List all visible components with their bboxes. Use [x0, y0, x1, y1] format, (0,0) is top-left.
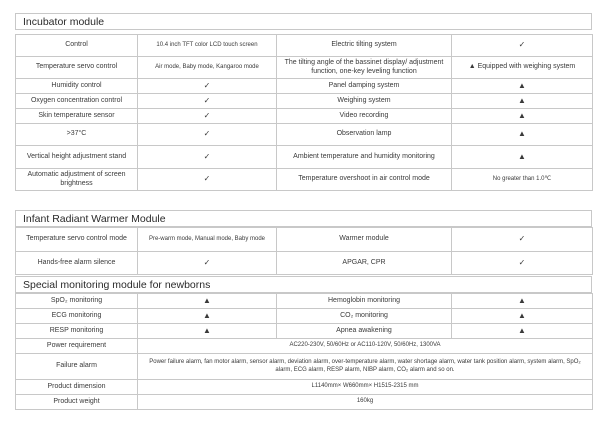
feature-name: >37°C: [16, 124, 138, 146]
table-row: [16, 252, 593, 275]
warmer-table: [15, 227, 593, 275]
table-row: [16, 57, 593, 79]
table-row: [16, 324, 593, 339]
feature-name: Weighing system: [277, 94, 452, 109]
incubator-table: [15, 34, 593, 191]
triangle-icon: ▲: [452, 309, 593, 324]
check-icon: ✓: [138, 79, 277, 94]
incubator-section-title: Incubator module: [15, 13, 592, 30]
feature-name: Ambient temperature and humidity monitoring: [277, 146, 452, 169]
triangle-icon: ▲: [138, 324, 277, 339]
feature-name: Skin temperature sensor: [16, 109, 138, 124]
table-row: [16, 35, 593, 57]
monitoring-table: [15, 293, 593, 410]
check-icon: ✓: [138, 124, 277, 146]
spec-row: [16, 380, 593, 395]
feature-name: Apnea awakening: [277, 324, 452, 339]
spec-value: Power failure alarm, fan motor alarm, sensor alarm, deviation alarm, over-temperature alarm, water shortage alarm, water tank position alarm, system alarm, SpO₂ alarm, ECG alarm, RESP alarm, NIBP alarm, CO₂ alarm and so on.: [138, 354, 593, 380]
feature-name: Humidity control: [16, 79, 138, 94]
feature-name: Vertical height adjustment stand: [16, 146, 138, 169]
spec-value: L1140mm× W660mm× H1515-2315 mm: [138, 380, 593, 395]
monitoring-section-title: Special monitoring module for newborns: [15, 276, 592, 293]
triangle-icon: ▲: [452, 294, 593, 309]
triangle-icon: ▲: [138, 294, 277, 309]
feature-value: Air mode, Baby mode, Kangaroo mode: [138, 57, 277, 79]
table-row: [16, 124, 593, 146]
table-row: [16, 169, 593, 191]
table-row: [16, 309, 593, 324]
feature-name: APGAR, CPR: [277, 252, 452, 275]
feature-name: Temperature servo control: [16, 57, 138, 79]
table-row: [16, 109, 593, 124]
feature-name: Control: [16, 35, 138, 57]
warmer-section-title: Infant Radiant Warmer Module: [15, 210, 592, 227]
spec-value: 160kg: [138, 395, 593, 410]
table-row: [16, 228, 593, 252]
spec-label: Failure alarm: [16, 354, 138, 380]
feature-value: ▲ Equipped with weighing system: [452, 57, 593, 79]
table-row: [16, 146, 593, 169]
table-row: [16, 79, 593, 94]
feature-name: Hands-free alarm silence: [16, 252, 138, 275]
feature-name: Panel damping system: [277, 79, 452, 94]
feature-name: Temperature overshoot in air control mode: [277, 169, 452, 191]
triangle-icon: ▲: [452, 109, 593, 124]
feature-name: Hemoglobin monitoring: [277, 294, 452, 309]
spec-row: [16, 339, 593, 354]
feature-name: Observation lamp: [277, 124, 452, 146]
feature-name: Temperature servo control mode: [16, 228, 138, 252]
check-icon: ✓: [452, 228, 593, 252]
feature-name: The tilting angle of the bassinet display/ adjustment function, one-key leveling function: [277, 57, 452, 79]
feature-name: Warmer module: [277, 228, 452, 252]
triangle-icon: ▲: [452, 324, 593, 339]
spec-label: Power requirement: [16, 339, 138, 354]
triangle-icon: ▲: [138, 309, 277, 324]
check-icon: ✓: [138, 169, 277, 191]
feature-value: No greater than 1.0℃: [452, 169, 593, 191]
check-icon: ✓: [138, 146, 277, 169]
spec-value: AC220-230V, 50/60Hz or AC110-120V, 50/60Hz, 1300VA: [138, 339, 593, 354]
table-row: [16, 294, 593, 309]
spec-row: [16, 354, 593, 380]
triangle-icon: ▲: [452, 79, 593, 94]
triangle-icon: ▲: [452, 124, 593, 146]
feature-name: Automatic adjustment of screen brightness: [16, 169, 138, 191]
check-icon: ✓: [138, 252, 277, 275]
triangle-icon: ▲: [452, 146, 593, 169]
table-row: [16, 94, 593, 109]
feature-name: Oxygen concentration control: [16, 94, 138, 109]
feature-name: RESP monitoring: [16, 324, 138, 339]
feature-name: SpO₂ monitoring: [16, 294, 138, 309]
feature-name: CO₂ monitoring: [277, 309, 452, 324]
spec-label: Product weight: [16, 395, 138, 410]
spec-row: [16, 395, 593, 410]
feature-name: Electric tilting system: [277, 35, 452, 57]
check-icon: ✓: [138, 94, 277, 109]
check-icon: ✓: [452, 252, 593, 275]
feature-value: Pre-warm mode, Manual mode, Baby mode: [138, 228, 277, 252]
check-icon: ✓: [138, 109, 277, 124]
feature-value: 10.4 inch TFT color LCD touch screen: [138, 35, 277, 57]
spec-label: Product dimension: [16, 380, 138, 395]
feature-name: ECG monitoring: [16, 309, 138, 324]
feature-name: Video recording: [277, 109, 452, 124]
check-icon: ✓: [452, 35, 593, 57]
triangle-icon: ▲: [452, 94, 593, 109]
